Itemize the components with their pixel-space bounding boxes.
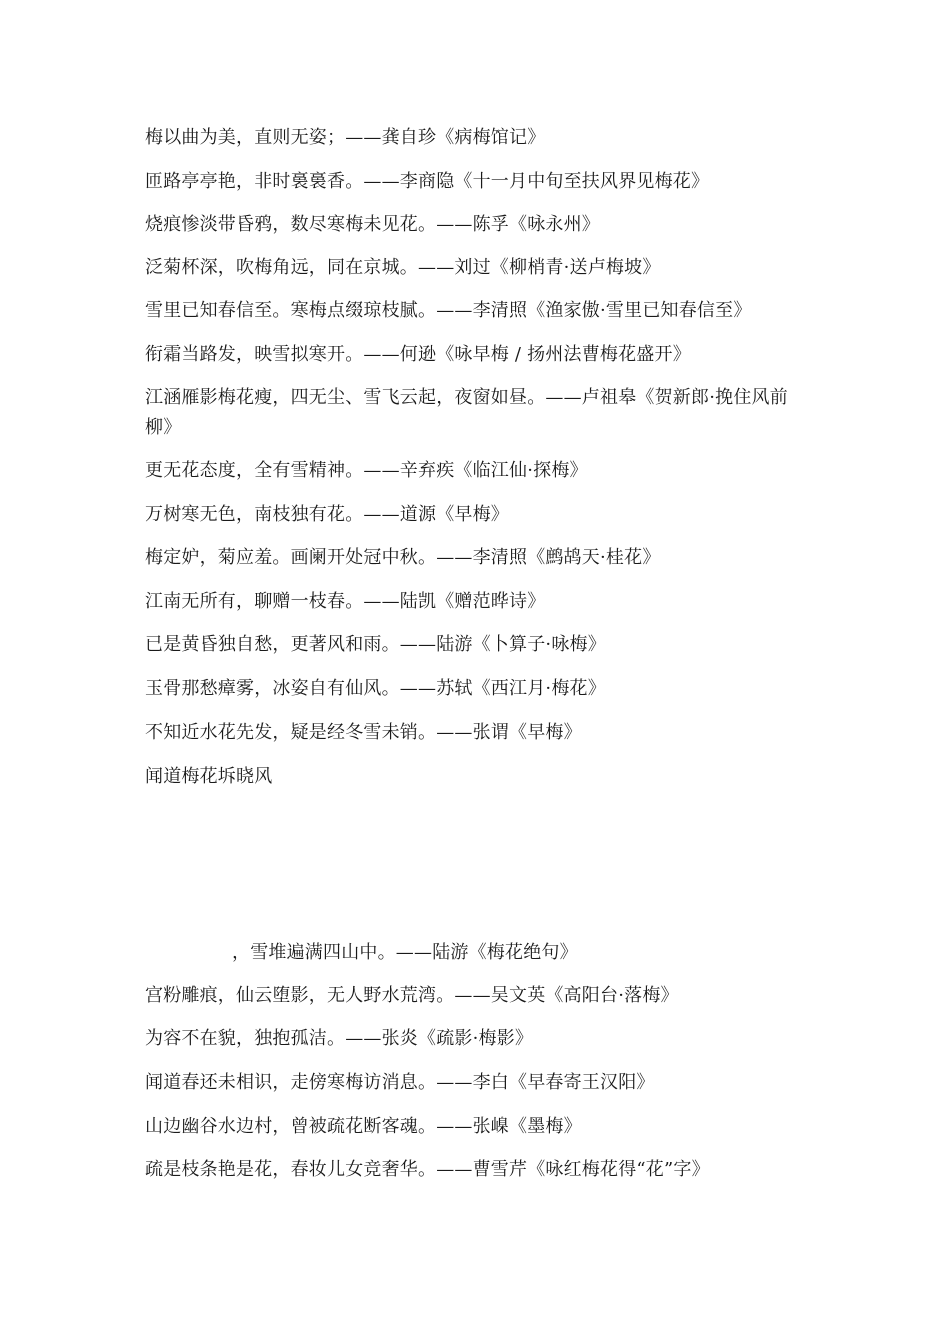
quote-line: 已是黄昏独自愁，更著风和雨。——陆游《卜算子·咏梅》 bbox=[145, 634, 606, 655]
quote-line: 疏是枝条艳是花，春妆儿女竞奢华。——曹雪芹《咏红梅花得“花”字》 bbox=[145, 1159, 710, 1180]
quote-line: 匝路亭亭艳，非时裛裛香。——李商隐《十一月中旬至扶风界见梅花》 bbox=[145, 171, 710, 192]
quote-line: 泛菊杯深，吹梅角远，同在京城。——刘过《柳梢青·送卢梅坡》 bbox=[145, 257, 661, 278]
quote-line: 万树寒无色，南枝独有花。——道源《早梅》 bbox=[145, 504, 509, 525]
quote-line: 江南无所有，聊赠一枝春。——陆凯《赠范晔诗》 bbox=[145, 591, 546, 612]
quote-line: 山边幽谷水边村，曾被疏花断客魂。——张嵲《墨梅》 bbox=[145, 1116, 582, 1137]
quote-line: 宫粉雕痕，仙云堕影，无人野水荒湾。——吴文英《高阳台·落梅》 bbox=[145, 985, 679, 1006]
quote-line: 衔霜当路发，映雪拟寒开。——何逊《咏早梅 / 扬州法曹梅花盛开》 bbox=[145, 344, 691, 365]
quote-line: 江涵雁影梅花瘦，四无尘、雪飞云起，夜窗如昼。——卢祖皋《贺新郎·挽住风前柳》 bbox=[145, 387, 788, 438]
quote-line: 玉骨那愁瘴雾，冰姿自有仙风。——苏轼《西江月·梅花》 bbox=[145, 678, 606, 699]
quote-line: 雪里已知春信至。寒梅点缀琼枝腻。——李清照《渔家傲·雪里已知春信至》 bbox=[145, 300, 752, 321]
quote-line: 梅定妒，菊应羞。画阑开处冠中秋。——李清照《鹧鸪天·桂花》 bbox=[145, 547, 661, 568]
quote-line: 闻道梅花坼晓风 bbox=[145, 766, 273, 787]
quote-line: 梅以曲为美，直则无姿；——龚自珍《病梅馆记》 bbox=[145, 127, 546, 148]
quote-line: 不知近水花先发，疑是经冬雪未销。——张谓《早梅》 bbox=[145, 722, 582, 743]
quote-line: 闻道春还未相识，走傍寒梅访消息。——李白《早春寄王汉阳》 bbox=[145, 1072, 655, 1093]
quote-line: 烧痕惨淡带昏鸦，数尽寒梅未见花。——陈孚《咏永州》 bbox=[145, 214, 600, 235]
quote-line: 为容不在貌，独抱孤洁。——张炎《疏影·梅影》 bbox=[145, 1028, 534, 1049]
quote-line: ，雪堆遍满四山中。——陆游《梅花绝句》 bbox=[232, 942, 578, 963]
quote-line: 更无花态度，全有雪精神。——辛弃疾《临江仙·探梅》 bbox=[145, 460, 588, 481]
